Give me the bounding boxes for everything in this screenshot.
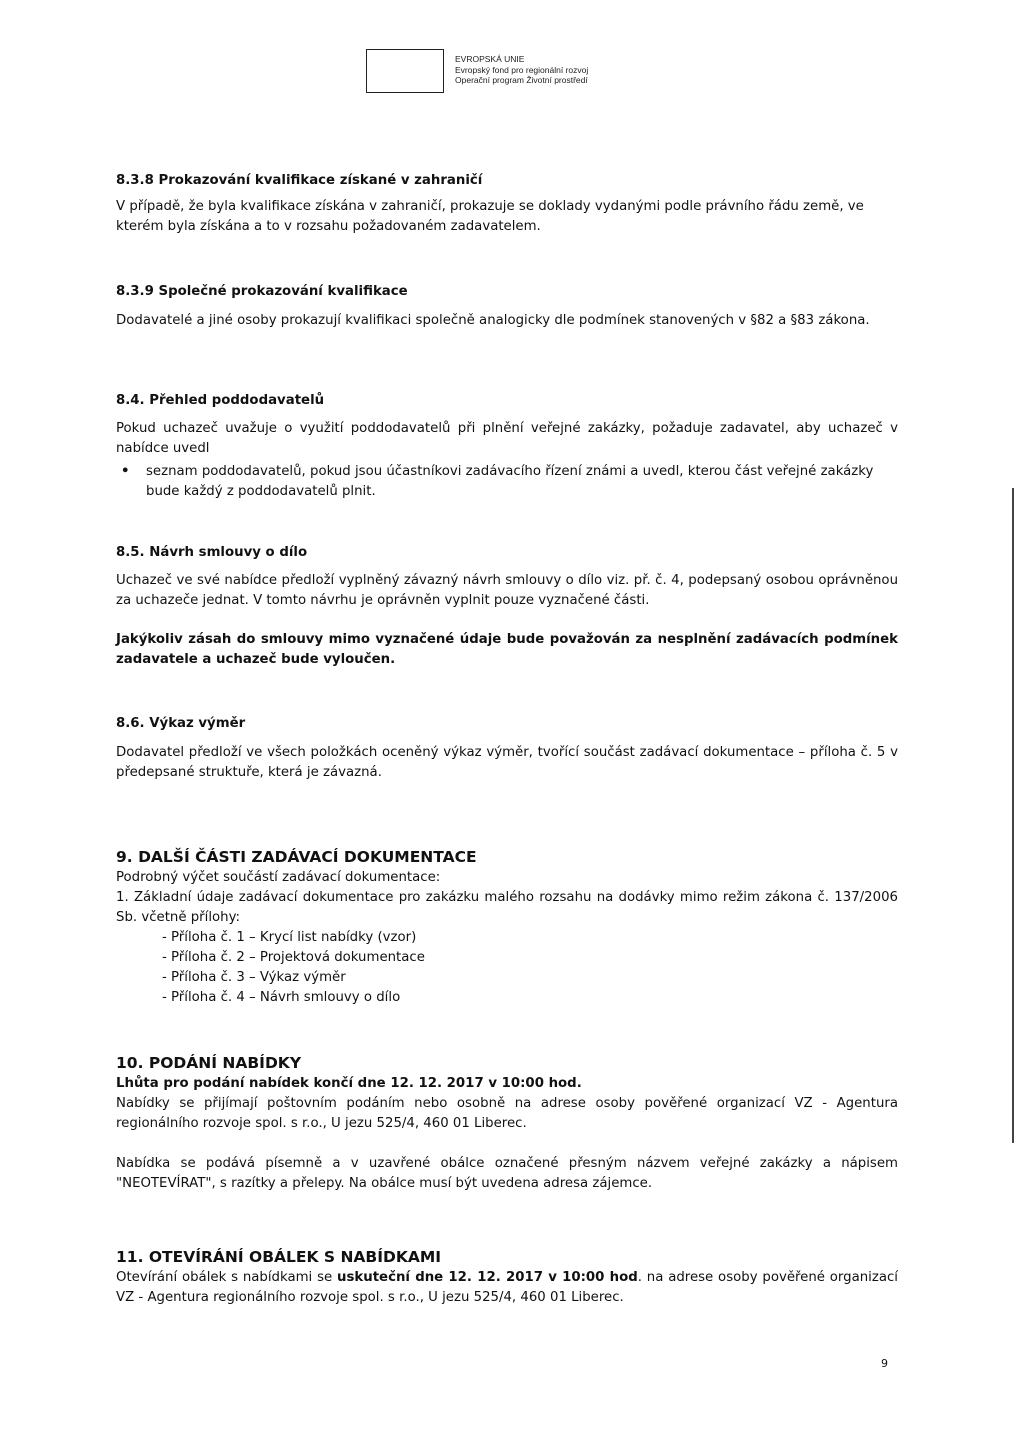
section-text: Nabídky se přijímají poštovním podáním nebo osobně na adrese osoby pověřené organizací VZ - Agentura regionálního rozvoje spol. s r.o., U jezu 525/4, 460 01 Liberec.	[116, 1096, 898, 1131]
section-text: Dodavatel předloží ve všech položkách oceněný výkaz výměr, tvořící součást zadávací dokumentace – příloha č. 5 v předepsané struktuře, která je závazná.	[116, 745, 898, 780]
section-title: 9. DALŠÍ ČÁSTI ZADÁVACÍ DOKUMENTACE	[116, 848, 477, 866]
section-title: 10. PODÁNÍ NABÍDKY	[116, 1054, 302, 1072]
eu-header-line2: Evropský fond pro regionální rozvoj	[455, 64, 589, 75]
section-title: 11. OTEVÍRÁNÍ OBÁLEK S NABÍDKAMI	[116, 1248, 442, 1266]
section-10	[116, 1052, 898, 1194]
section-text: Pokud uchazeč uvažuje o využití poddodavatelů při plnění veřejné zakázky, požaduje zadavatel, aby uchazeč v nabídce uvedl	[116, 421, 898, 456]
section-intro: Podrobný výčet součástí zadávací dokumentace:	[116, 870, 441, 885]
section-8-3-8	[116, 171, 898, 237]
section-8-4	[116, 391, 898, 502]
section-title: 8.3.9 Společné prokazování kvalifikace	[116, 284, 408, 299]
text-part: Otevírání obálek s nabídkami se	[116, 1270, 337, 1285]
section-text: Uchazeč ve své nabídce předloží vyplněný závazný návrh smlouvy o dílo viz. př. č. 4, podepsaný osobou oprávněnou za uchazeče jednat. V tomto návrhu je oprávněn vyplnit pouze vyznačené části.	[116, 573, 898, 608]
section-bold-text: Jakýkoliv zásah do smlouvy mimo vyznačené údaje bude považován za nesplnění zadávacích podmínek zadavatele a uchazeč bude vyloučen.	[116, 632, 898, 667]
eu-header-line1: EVROPSKÁ UNIE	[455, 54, 525, 64]
section-text-2: Nabídka se podává písemně a v uzavřené obálce označené přesným názvem veřejné zakázky a nápisem "NEOTEVÍRAT", s razítky a přelepy. Na obálce musí být uvedena adresa zájemce.	[116, 1156, 898, 1191]
section-8-5	[116, 543, 898, 670]
annex-item: - Příloha č. 2 – Projektová dokumentace	[162, 950, 425, 965]
section-title: 8.5. Návrh smlouvy o dílo	[116, 545, 308, 560]
text-part: . na adrese osoby pověřené organizací VZ - Agentura regionálního rozvoje spol. s r.o., U jezu 525/4, 460 01 Liberec.	[116, 1270, 899, 1305]
annex-item: - Příloha č. 3 – Výkaz výměr	[162, 970, 346, 985]
section-9	[116, 846, 898, 1008]
eu-header-line3: Operační program Životní prostředí	[455, 75, 588, 85]
annex-item: - Příloha č. 4 – Návrh smlouvy o dílo	[162, 990, 401, 1005]
list-item-text: seznam poddodavatelů, pokud jsou účastníkovi zadávacího řízení známi a uvedl, kterou část veřejné zakázky bude každý z poddodavatelů plnit.	[146, 464, 874, 499]
eu-header	[455, 54, 715, 86]
section-title: 8.6. Výkaz výměr	[116, 716, 246, 731]
section-title: 8.4. Přehled poddodavatelů	[116, 393, 325, 408]
list-item: 1. Základní údaje zadávací dokumentace pro zakázku malého rozsahu na dodávky mimo režim zákona č. 137/2006 Sb. včetně přílohy:	[116, 890, 898, 925]
section-11	[116, 1246, 898, 1308]
annex-item: - Příloha č. 1 – Krycí list nabídky (vzor)	[162, 930, 417, 945]
section-text: Dodavatelé a jiné osoby prokazují kvalifikaci společně analogicky dle podmínek stanovených v §82 a §83 zákona.	[116, 313, 870, 328]
scan-edge-line	[1012, 488, 1014, 1143]
section-8-6	[116, 714, 898, 783]
bullet-icon: •	[121, 464, 130, 479]
eu-logo-frame	[366, 49, 444, 93]
page-number: 9	[881, 1357, 888, 1370]
section-text	[116, 1268, 898, 1308]
deadline-text: Lhůta pro podání nabídek končí dne 12. 12. 2017 v 10:00 hod.	[116, 1076, 582, 1091]
section-text: V případě, že byla kvalifikace získána v zahraničí, prokazuje se doklady vydanými podle právního řádu země, ve kterém byla získána a to v rozsahu požadovaném zadavatelem.	[116, 199, 864, 234]
section-title: 8.3.8 Prokazování kvalifikace získané v zahraničí	[116, 173, 483, 188]
text-part-bold: uskuteční dne 12. 12. 2017 v 10:00 hod	[337, 1270, 638, 1285]
section-8-3-9	[116, 282, 898, 332]
list-item	[116, 462, 898, 502]
